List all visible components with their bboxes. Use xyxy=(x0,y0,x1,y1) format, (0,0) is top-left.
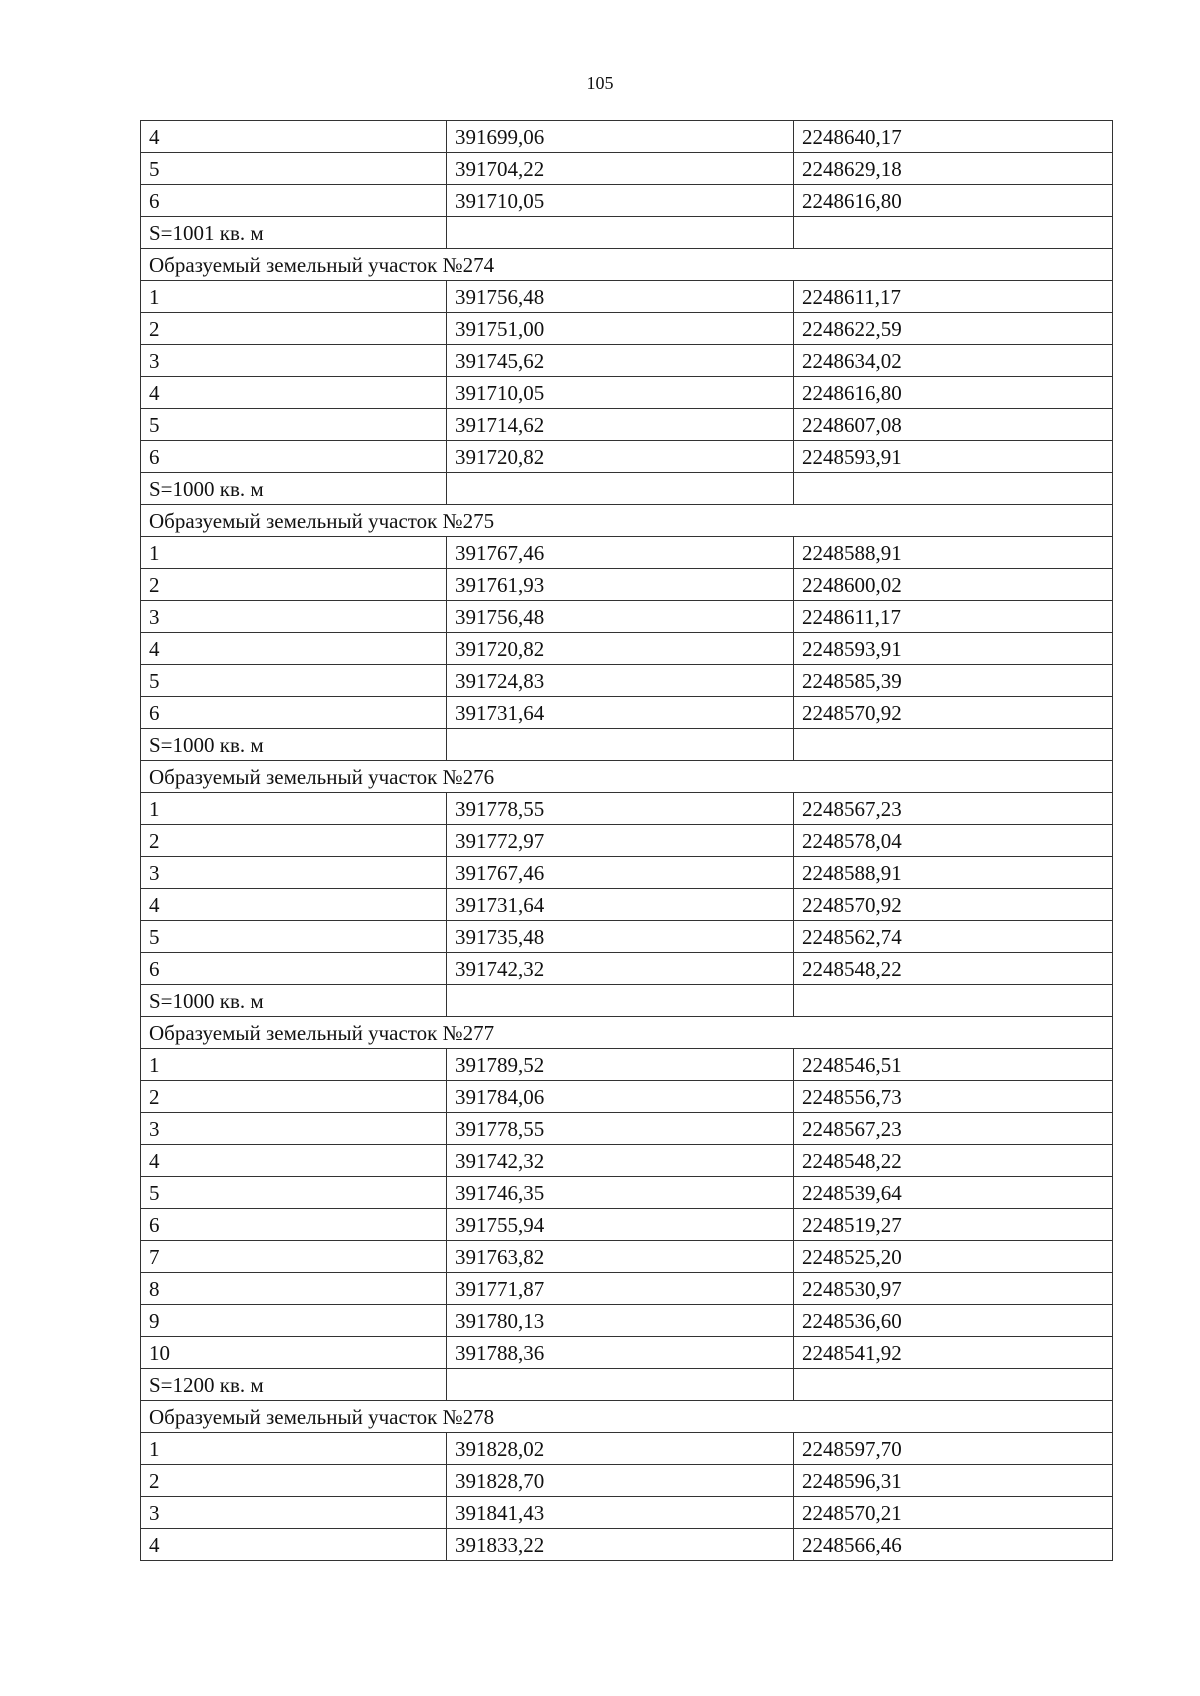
point-number-cell: 5 xyxy=(141,1177,447,1209)
x-coordinate-cell: 391756,48 xyxy=(447,281,794,313)
parcel-header-row xyxy=(141,761,1113,793)
point-number-cell: 4 xyxy=(141,121,447,153)
x-coordinate-cell: 391710,05 xyxy=(447,185,794,217)
x-coordinate-cell: 391828,70 xyxy=(447,1465,794,1497)
y-coordinate-cell: 2248593,91 xyxy=(794,441,1113,473)
x-coordinate-cell: 391731,64 xyxy=(447,889,794,921)
y-coordinate-cell: 2248548,22 xyxy=(794,953,1113,985)
x-coordinate-cell: 391751,00 xyxy=(447,313,794,345)
point-number-cell: 4 xyxy=(141,377,447,409)
point-number-cell: 4 xyxy=(141,1529,447,1561)
y-coordinate-cell: 2248588,91 xyxy=(794,537,1113,569)
x-coordinate-cell: 391841,43 xyxy=(447,1497,794,1529)
y-coordinate-cell: 2248611,17 xyxy=(794,281,1113,313)
y-coordinate-cell: 2248596,31 xyxy=(794,1465,1113,1497)
table-row xyxy=(141,1081,1113,1113)
x-coordinate-cell: 391710,05 xyxy=(447,377,794,409)
y-coordinate-cell: 2248597,70 xyxy=(794,1433,1113,1465)
y-coordinate-cell: 2248578,04 xyxy=(794,825,1113,857)
empty-cell xyxy=(794,217,1113,249)
point-number-cell: 2 xyxy=(141,1465,447,1497)
point-number-cell: 2 xyxy=(141,569,447,601)
coordinates-table xyxy=(140,120,1113,1561)
y-coordinate-cell: 2248570,92 xyxy=(794,697,1113,729)
y-coordinate-cell: 2248570,92 xyxy=(794,889,1113,921)
point-number-cell: 3 xyxy=(141,857,447,889)
x-coordinate-cell: 391784,06 xyxy=(447,1081,794,1113)
x-coordinate-cell: 391761,93 xyxy=(447,569,794,601)
area-cell: S=1001 кв. м xyxy=(141,217,447,249)
area-row xyxy=(141,985,1113,1017)
x-coordinate-cell: 391745,62 xyxy=(447,345,794,377)
table-row xyxy=(141,1305,1113,1337)
table-row xyxy=(141,953,1113,985)
parcel-header-row xyxy=(141,1401,1113,1433)
x-coordinate-cell: 391767,46 xyxy=(447,537,794,569)
point-number-cell: 3 xyxy=(141,1497,447,1529)
x-coordinate-cell: 391756,48 xyxy=(447,601,794,633)
x-coordinate-cell: 391699,06 xyxy=(447,121,794,153)
table-row xyxy=(141,1113,1113,1145)
point-number-cell: 9 xyxy=(141,1305,447,1337)
y-coordinate-cell: 2248548,22 xyxy=(794,1145,1113,1177)
point-number-cell: 5 xyxy=(141,665,447,697)
page-number: 105 xyxy=(586,73,614,93)
point-number-cell: 1 xyxy=(141,1049,447,1081)
table-row xyxy=(141,665,1113,697)
y-coordinate-cell: 2248585,39 xyxy=(794,665,1113,697)
empty-cell xyxy=(447,985,794,1017)
point-number-cell: 5 xyxy=(141,921,447,953)
point-number-cell: 2 xyxy=(141,825,447,857)
y-coordinate-cell: 2248556,73 xyxy=(794,1081,1113,1113)
x-coordinate-cell: 391720,82 xyxy=(447,633,794,665)
area-cell: S=1000 кв. м xyxy=(141,729,447,761)
table-row xyxy=(141,633,1113,665)
y-coordinate-cell: 2248607,08 xyxy=(794,409,1113,441)
point-number-cell: 3 xyxy=(141,345,447,377)
table-row xyxy=(141,1465,1113,1497)
x-coordinate-cell: 391763,82 xyxy=(447,1241,794,1273)
point-number-cell: 4 xyxy=(141,889,447,921)
x-coordinate-cell: 391704,22 xyxy=(447,153,794,185)
point-number-cell: 10 xyxy=(141,1337,447,1369)
area-row xyxy=(141,729,1113,761)
parcel-header-row xyxy=(141,1017,1113,1049)
table-row xyxy=(141,1529,1113,1561)
empty-cell xyxy=(447,217,794,249)
table-row xyxy=(141,313,1113,345)
parcel-title: Образуемый земельный участок №278 xyxy=(141,1401,1113,1433)
coordinates-table-body xyxy=(141,121,1113,1561)
table-row xyxy=(141,441,1113,473)
x-coordinate-cell: 391778,55 xyxy=(447,1113,794,1145)
table-row xyxy=(141,921,1113,953)
x-coordinate-cell: 391767,46 xyxy=(447,857,794,889)
x-coordinate-cell: 391778,55 xyxy=(447,793,794,825)
table-row xyxy=(141,1177,1113,1209)
table-row xyxy=(141,1433,1113,1465)
empty-cell xyxy=(794,985,1113,1017)
parcel-header-row xyxy=(141,249,1113,281)
table-row xyxy=(141,569,1113,601)
y-coordinate-cell: 2248519,27 xyxy=(794,1209,1113,1241)
x-coordinate-cell: 391714,62 xyxy=(447,409,794,441)
point-number-cell: 4 xyxy=(141,633,447,665)
y-coordinate-cell: 2248566,46 xyxy=(794,1529,1113,1561)
y-coordinate-cell: 2248616,80 xyxy=(794,377,1113,409)
point-number-cell: 4 xyxy=(141,1145,447,1177)
point-number-cell: 1 xyxy=(141,281,447,313)
point-number-cell: 2 xyxy=(141,313,447,345)
area-row xyxy=(141,473,1113,505)
point-number-cell: 2 xyxy=(141,1081,447,1113)
x-coordinate-cell: 391746,35 xyxy=(447,1177,794,1209)
empty-cell xyxy=(794,473,1113,505)
y-coordinate-cell: 2248600,02 xyxy=(794,569,1113,601)
point-number-cell: 6 xyxy=(141,697,447,729)
table-row xyxy=(141,793,1113,825)
x-coordinate-cell: 391833,22 xyxy=(447,1529,794,1561)
x-coordinate-cell: 391755,94 xyxy=(447,1209,794,1241)
y-coordinate-cell: 2248541,92 xyxy=(794,1337,1113,1369)
x-coordinate-cell: 391788,36 xyxy=(447,1337,794,1369)
y-coordinate-cell: 2248634,02 xyxy=(794,345,1113,377)
point-number-cell: 5 xyxy=(141,153,447,185)
y-coordinate-cell: 2248567,23 xyxy=(794,793,1113,825)
area-cell: S=1000 кв. м xyxy=(141,985,447,1017)
table-row xyxy=(141,409,1113,441)
table-row xyxy=(141,1209,1113,1241)
area-cell: S=1200 кв. м xyxy=(141,1369,447,1401)
parcel-title: Образуемый земельный участок №275 xyxy=(141,505,1113,537)
y-coordinate-cell: 2248525,20 xyxy=(794,1241,1113,1273)
point-number-cell: 6 xyxy=(141,441,447,473)
point-number-cell: 1 xyxy=(141,1433,447,1465)
table-row xyxy=(141,1049,1113,1081)
y-coordinate-cell: 2248593,91 xyxy=(794,633,1113,665)
y-coordinate-cell: 2248530,97 xyxy=(794,1273,1113,1305)
empty-cell xyxy=(794,1369,1113,1401)
point-number-cell: 6 xyxy=(141,953,447,985)
parcel-title: Образуемый земельный участок №276 xyxy=(141,761,1113,793)
table-row xyxy=(141,185,1113,217)
empty-cell xyxy=(447,1369,794,1401)
y-coordinate-cell: 2248640,17 xyxy=(794,121,1113,153)
table-row xyxy=(141,825,1113,857)
y-coordinate-cell: 2248622,59 xyxy=(794,313,1113,345)
y-coordinate-cell: 2248629,18 xyxy=(794,153,1113,185)
y-coordinate-cell: 2248611,17 xyxy=(794,601,1113,633)
table-row xyxy=(141,889,1113,921)
y-coordinate-cell: 2248562,74 xyxy=(794,921,1113,953)
y-coordinate-cell: 2248546,51 xyxy=(794,1049,1113,1081)
point-number-cell: 3 xyxy=(141,1113,447,1145)
point-number-cell: 8 xyxy=(141,1273,447,1305)
y-coordinate-cell: 2248570,21 xyxy=(794,1497,1113,1529)
table-row xyxy=(141,857,1113,889)
table-row xyxy=(141,1241,1113,1273)
table-row xyxy=(141,697,1113,729)
point-number-cell: 1 xyxy=(141,537,447,569)
x-coordinate-cell: 391735,48 xyxy=(447,921,794,953)
parcel-title: Образуемый земельный участок №277 xyxy=(141,1017,1113,1049)
x-coordinate-cell: 391731,64 xyxy=(447,697,794,729)
table-row xyxy=(141,1337,1113,1369)
table-row xyxy=(141,281,1113,313)
y-coordinate-cell: 2248567,23 xyxy=(794,1113,1113,1145)
x-coordinate-cell: 391720,82 xyxy=(447,441,794,473)
x-coordinate-cell: 391789,52 xyxy=(447,1049,794,1081)
point-number-cell: 6 xyxy=(141,185,447,217)
empty-cell xyxy=(447,473,794,505)
y-coordinate-cell: 2248536,60 xyxy=(794,1305,1113,1337)
empty-cell xyxy=(794,729,1113,761)
table-row xyxy=(141,1273,1113,1305)
x-coordinate-cell: 391742,32 xyxy=(447,1145,794,1177)
parcel-title: Образуемый земельный участок №274 xyxy=(141,249,1113,281)
table-row xyxy=(141,121,1113,153)
table-row xyxy=(141,601,1113,633)
x-coordinate-cell: 391742,32 xyxy=(447,953,794,985)
x-coordinate-cell: 391828,02 xyxy=(447,1433,794,1465)
point-number-cell: 7 xyxy=(141,1241,447,1273)
area-cell: S=1000 кв. м xyxy=(141,473,447,505)
x-coordinate-cell: 391772,97 xyxy=(447,825,794,857)
point-number-cell: 5 xyxy=(141,409,447,441)
x-coordinate-cell: 391771,87 xyxy=(447,1273,794,1305)
y-coordinate-cell: 2248616,80 xyxy=(794,185,1113,217)
table-row xyxy=(141,153,1113,185)
area-row xyxy=(141,1369,1113,1401)
table-row xyxy=(141,377,1113,409)
y-coordinate-cell: 2248588,91 xyxy=(794,857,1113,889)
point-number-cell: 3 xyxy=(141,601,447,633)
parcel-header-row xyxy=(141,505,1113,537)
y-coordinate-cell: 2248539,64 xyxy=(794,1177,1113,1209)
x-coordinate-cell: 391780,13 xyxy=(447,1305,794,1337)
area-row xyxy=(141,217,1113,249)
x-coordinate-cell: 391724,83 xyxy=(447,665,794,697)
table-row xyxy=(141,1145,1113,1177)
table-row xyxy=(141,1497,1113,1529)
table-row xyxy=(141,345,1113,377)
point-number-cell: 6 xyxy=(141,1209,447,1241)
table-row xyxy=(141,537,1113,569)
point-number-cell: 1 xyxy=(141,793,447,825)
empty-cell xyxy=(447,729,794,761)
